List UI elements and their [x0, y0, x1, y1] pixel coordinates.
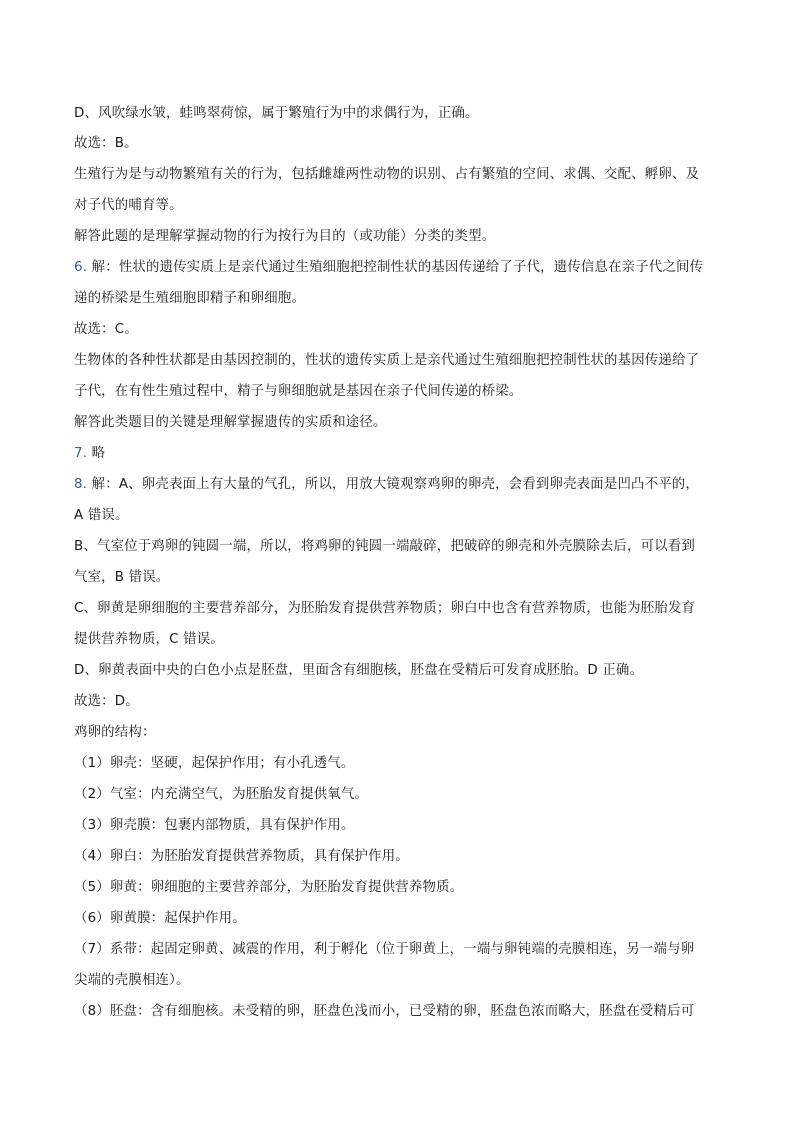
question-number-8: 8. — [74, 477, 88, 492]
text-line-9: 生物体的各种性状都是由基因控制的，性状的遗传实质上是亲代通过生殖细胞把控制性状的基因传递给了 — [74, 353, 700, 368]
text-line-8: 故选：C。 — [74, 322, 138, 337]
list-item-4: （4）卵白：为胚胎发育提供营养物质，具有保护作用。 — [74, 849, 409, 864]
question-6-line-1: 6. 解：性状的遗传实质上是亲代通过生殖细胞把控制性状的基因传递给了子代，遗传信息在亲子代之间传 — [74, 260, 704, 275]
text-line-1: D、风吹绿水皱，蛙鸣翠荷惊，属于繁殖行为中的求偶行为，正确。 — [74, 106, 479, 121]
text-line-18: 提供营养物质，C 错误。 — [74, 632, 224, 647]
text-line-15: B、气室位于鸡卵的钝圆一端，所以，将鸡卵的钝圆一端敲碎，把破碎的卵壳和外壳膜除去后，可以看到 — [74, 539, 695, 554]
text-line-5: 解答此题的是理解掌握动物的行为按行为目的（或功能）分类的类型。 — [74, 229, 496, 244]
list-item-6: （6）卵黄膜：起保护作用。 — [74, 911, 246, 926]
question-number-7: 7. — [74, 446, 88, 461]
text-line-4: 对子代的哺育等。 — [74, 198, 183, 213]
list-item-2: （2）气室：内充满空气，为胚胎发育提供氧气。 — [74, 787, 369, 802]
list-item-7: （7）系带：起固定卵黄、减震的作用，利于孵化（位于卵黄上，一端与卵钝端的壳膜相连，另一端与卵 — [74, 942, 695, 957]
text-line-16: 气室，B 错误。 — [74, 570, 170, 585]
list-item-5: （5）卵黄：卵细胞的主要营养部分，为胚胎发育提供营养物质。 — [74, 880, 464, 895]
text-line-20: 故选：D。 — [74, 694, 139, 709]
list-item-8: （8）胚盘：含有细胞核。未受精的卵，胚盘色浅而小，已受精的卵，胚盘色浓而略大，胚盘在受精后可 — [74, 1004, 695, 1019]
text-line-14: A 错误。 — [74, 508, 129, 523]
question-number-6: 6. — [74, 260, 88, 275]
text-line-21: 鸡卵的结构： — [74, 725, 156, 740]
question-7-line-1: 7. 略 — [74, 446, 106, 461]
text-line-2: 故选：B。 — [74, 136, 138, 151]
list-item-3: （3）卵壳膜：包裹内部物质，具有保护作用。 — [74, 818, 355, 833]
list-item-1: （1）卵壳：坚硬，起保护作用；有小孔透气。 — [74, 756, 355, 771]
question-8-line-1: 8. 解：A、卵壳表面上有大量的气孔，所以，用放大镜观察鸡卵的卵壳，会看到卵壳表面是凹凸不平的， — [74, 477, 699, 492]
text-line-17: C、卵黄是卵细胞的主要营养部分，为胚胎发育提供营养物质；卵白中也含有营养物质，也能为胚胎发育 — [74, 601, 696, 616]
text-line-11: 解答此类题目的关键是理解掌握遗传的实质和途径。 — [74, 415, 387, 430]
text-line-10: 子代，在有性生殖过程中，精子与卵细胞就是基因在亲子代间传递的桥梁。 — [74, 384, 523, 399]
text-line-3: 生殖行为是与动物繁殖有关的行为，包括雌雄两性动物的识别、占有繁殖的空间、求偶、交配、孵卵、及 — [74, 167, 700, 182]
text-line-7: 递的桥梁是生殖细胞即精子和卵细胞。 — [74, 291, 306, 306]
text-line-19: D、卵黄表面中央的白色小点是胚盘，里面含有细胞核，胚盘在受精后可发育成胚胎。D 正确。 — [74, 663, 644, 678]
list-item-7-cont: 尖端的壳膜相连）。 — [74, 973, 190, 988]
